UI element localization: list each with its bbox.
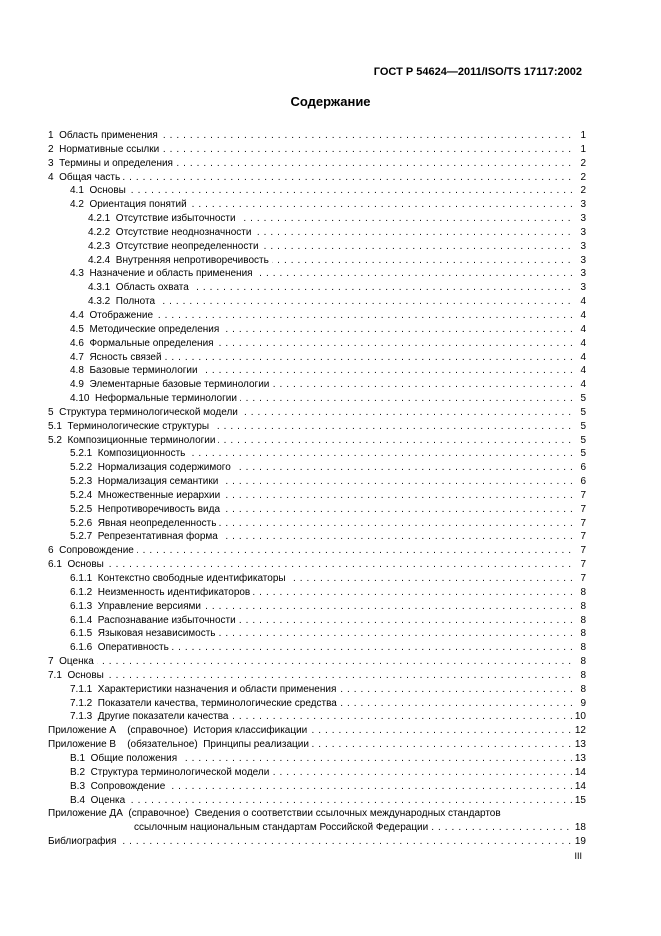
toc-entry-text <box>70 337 572 351</box>
toc-entry-page: 19 <box>574 836 586 848</box>
toc-entry-page: 6 <box>580 476 586 488</box>
toc-entry-text <box>70 683 572 697</box>
toc-entry-text <box>70 752 572 766</box>
toc-entry-page: 10 <box>574 711 586 723</box>
toc-entry-text <box>70 392 572 406</box>
toc-entry[interactable] <box>48 447 586 461</box>
toc-entry-label: 7.1 Основы <box>48 669 104 681</box>
toc-entry-page: 4 <box>580 379 586 391</box>
toc-entry[interactable] <box>48 461 586 475</box>
toc-entry[interactable] <box>48 641 586 655</box>
toc-entry-label: 6.1.4 Распознавание избыточности <box>70 614 236 626</box>
toc-entry-text <box>48 738 572 752</box>
toc-entry-page: 7 <box>580 573 586 584</box>
toc-entry-text <box>70 710 572 724</box>
toc-entry[interactable] <box>48 835 586 849</box>
toc-entry-text <box>70 780 572 794</box>
toc-entry[interactable] <box>48 364 586 378</box>
toc-entry-label: 3 Термины и определения <box>48 157 173 169</box>
toc-entry-label: 4.3.1 Область охвата <box>88 282 189 294</box>
table-of-contents <box>48 129 586 849</box>
toc-entry-label: 4.2.3 Отсутствие неопределенности <box>88 240 259 252</box>
toc-entry-page: 7 <box>580 517 586 529</box>
toc-entry-page: 7 <box>580 503 586 515</box>
toc-entry-label: В.4 Оценка <box>70 794 126 806</box>
toc-entry-page: 3 <box>580 282 586 294</box>
toc-entry[interactable] <box>48 309 586 323</box>
toc-entry[interactable] <box>48 378 586 392</box>
toc-entry-label: 5.2.5 Непротиворечивость вида <box>70 503 221 515</box>
toc-entry[interactable] <box>48 821 586 835</box>
toc-entry-page: 4 <box>580 337 586 349</box>
toc-entry-page: 18 <box>574 822 586 834</box>
toc-entry[interactable] <box>48 184 586 198</box>
toc-entry-text <box>48 835 572 849</box>
toc-entry-page: 15 <box>574 794 586 806</box>
toc-entry-label: 4.7 Ясность связей <box>70 351 162 363</box>
toc-entry-label: 4.10 Неформальные терминологии <box>70 393 237 405</box>
document-header: ГОСТ Р 54624—2011/ISO/TS 17117:2002 <box>373 66 582 78</box>
toc-entry-label: 2 Нормативные ссылки <box>48 143 160 155</box>
toc-entry[interactable] <box>48 752 586 766</box>
toc-entry-page: 4 <box>580 323 586 335</box>
toc-entry-label: 6.1.3 Управление версиями <box>70 600 201 612</box>
toc-entry-page: 8 <box>580 628 586 640</box>
toc-entry-label: 6.1.6 Оперативность <box>70 642 169 654</box>
toc-entry-page: 3 <box>580 254 586 266</box>
toc-entry-page: 7 <box>580 559 586 571</box>
toc-entry-text <box>70 461 572 475</box>
toc-entry-page: 7 <box>580 531 586 543</box>
toc-entry-label: ссылочным национальным стандартам Российской Федерации <box>134 822 429 834</box>
toc-entry-page: 8 <box>580 642 586 654</box>
toc-entry-text <box>48 655 572 669</box>
toc-entry-text <box>70 309 572 323</box>
toc-entry-label: 5.2.1 Композиционность <box>70 448 186 460</box>
toc-entry-page: 8 <box>580 586 586 598</box>
toc-entry-label: 5.2.3 Нормализация семантики <box>70 476 219 488</box>
toc-entry-label: 4.2.4 Внутренняя непротиворечивость <box>88 254 269 266</box>
toc-entry-label: 5.2.7 Репрезентативная форма <box>70 531 218 543</box>
toc-entry-page: 13 <box>574 752 586 764</box>
toc-entry[interactable] <box>48 337 586 351</box>
toc-entry-label: 5.2 Композиционные терминологии <box>48 434 216 446</box>
toc-entry-page: 4 <box>580 365 586 377</box>
toc-entry-label: 4.3.2 Полнота <box>88 296 156 308</box>
toc-entry-text <box>70 447 572 461</box>
toc-entry-page: 8 <box>580 656 586 668</box>
toc-entry-page: 8 <box>580 600 586 612</box>
toc-entry-text <box>70 766 572 780</box>
toc-entry[interactable] <box>48 129 586 143</box>
toc-entry-text <box>70 323 572 337</box>
toc-entry-label: 4.4 Отображение <box>70 309 154 321</box>
toc-entry-label: 7.1.3 Другие показатели качества <box>70 711 229 723</box>
page-title: Содержание <box>290 94 371 109</box>
toc-entry-text <box>70 572 572 586</box>
toc-entry[interactable] <box>48 544 586 558</box>
toc-entry-page: 12 <box>574 725 586 737</box>
toc-entry-label: 4.8 Базовые терминологии <box>70 365 198 377</box>
toc-entry-label: Приложение В (обязательное) Принципы реализации <box>48 739 309 751</box>
toc-entry[interactable] <box>48 780 586 794</box>
toc-entry-text <box>70 517 572 531</box>
toc-entry-label: 5.2.6 Явная неопределенность <box>70 517 217 529</box>
toc-entry-label: 4.6 Формальные определения <box>70 337 214 349</box>
toc-entry-text <box>70 794 572 808</box>
toc-entry-page: 1 <box>580 130 586 141</box>
toc-entry-text <box>70 627 572 641</box>
toc-entry[interactable] <box>48 254 586 268</box>
toc-entry-label: В.1 Общие положения <box>70 752 178 764</box>
toc-entry-text <box>88 240 572 254</box>
toc-entry-label: 4.2 Ориентация понятий <box>70 199 187 211</box>
toc-entry-text <box>70 475 572 489</box>
toc-entry[interactable] <box>48 434 586 448</box>
toc-entry-text <box>48 143 572 157</box>
toc-entry-page: 13 <box>574 739 586 751</box>
toc-entry-page: 3 <box>580 268 586 280</box>
toc-entry[interactable] <box>48 710 586 724</box>
toc-entry-label: 7.1.2 Показатели качества, терминологические средства <box>70 697 337 709</box>
toc-entry-text <box>70 489 572 503</box>
toc-entry[interactable] <box>48 600 586 614</box>
toc-entry[interactable] <box>48 475 586 489</box>
toc-entry[interactable] <box>48 807 586 821</box>
toc-entry-page: 2 <box>580 171 586 183</box>
toc-entry[interactable] <box>48 226 586 240</box>
toc-entry-text <box>48 544 572 558</box>
toc-entry-label: 6.1 Основы <box>48 559 104 571</box>
toc-entry-text <box>70 586 572 600</box>
page-number: III <box>574 851 582 861</box>
toc-entry-label: 5 Структура терминологической модели <box>48 406 238 418</box>
toc-entry-text <box>70 503 572 517</box>
toc-entry[interactable] <box>48 143 586 157</box>
toc-entry-page: 6 <box>580 462 586 474</box>
toc-entry-page: 2 <box>580 185 586 197</box>
toc-entry[interactable] <box>48 766 586 780</box>
toc-entry-page: 14 <box>574 780 586 792</box>
toc-entry-text <box>88 295 572 309</box>
toc-entry-text <box>70 198 572 212</box>
toc-entry-text <box>48 807 572 821</box>
toc-entry[interactable] <box>48 738 586 752</box>
toc-entry-text <box>48 558 572 572</box>
toc-entry[interactable] <box>48 697 586 711</box>
toc-entry-text <box>70 184 572 198</box>
toc-entry-label: 4.9 Элементарные базовые терминологии <box>70 379 270 391</box>
toc-entry-label: 7.1.1 Характеристики назначения и области применения <box>70 683 337 695</box>
toc-entry-page: 5 <box>580 434 586 446</box>
toc-entry[interactable] <box>48 489 586 503</box>
toc-entry[interactable] <box>48 558 586 572</box>
toc-entry[interactable] <box>48 794 586 808</box>
toc-entry-page: 3 <box>580 240 586 252</box>
toc-entry-label: 6.1.1 Контекстно свободные идентификаторы <box>70 573 286 584</box>
toc-entry-label: 4 Общая часть <box>48 171 121 183</box>
toc-entry-text <box>70 697 572 711</box>
toc-entry-label: 4.5 Методические определения <box>70 323 220 335</box>
toc-entry-text <box>134 821 572 835</box>
toc-entry-label: В.2 Структура терминологической модели <box>70 766 270 778</box>
toc-entry-label: 5.1 Терминологические структуры <box>48 420 210 432</box>
toc-entry[interactable] <box>48 281 586 295</box>
toc-entry[interactable] <box>48 572 586 586</box>
toc-entry[interactable] <box>48 157 586 171</box>
toc-entry-label: 4.2.2 Отсутствие неоднозначности <box>88 226 252 238</box>
toc-entry[interactable] <box>48 614 586 628</box>
toc-entry[interactable] <box>48 420 586 434</box>
toc-entry-text <box>70 641 572 655</box>
toc-entry-text <box>48 129 572 143</box>
toc-entry-page: 8 <box>580 614 586 626</box>
toc-entry-page: 3 <box>580 226 586 238</box>
toc-entry[interactable] <box>48 406 586 420</box>
toc-entry-text <box>88 212 572 226</box>
toc-entry-text <box>70 530 572 544</box>
toc-entry-page: 5 <box>580 393 586 405</box>
toc-entry[interactable] <box>48 240 586 254</box>
toc-entry-page: 4 <box>580 296 586 308</box>
toc-entry-label: 1 Область применения <box>48 130 158 141</box>
toc-entry-page: 1 <box>580 143 586 155</box>
toc-entry-page: 3 <box>580 213 586 225</box>
toc-entry-label: 4.1 Основы <box>70 185 126 197</box>
toc-entry-text <box>48 406 572 420</box>
toc-entry-label: Библиография <box>48 836 117 848</box>
toc-entry-text <box>70 267 572 281</box>
toc-entry[interactable] <box>48 295 586 309</box>
toc-entry[interactable] <box>48 503 586 517</box>
toc-entry[interactable] <box>48 586 586 600</box>
toc-entry[interactable] <box>48 683 586 697</box>
toc-entry-text <box>70 614 572 628</box>
toc-entry-text <box>48 724 572 738</box>
toc-entry-label: 4.3 Назначение и область применения <box>70 268 253 280</box>
toc-entry-text <box>88 226 572 240</box>
toc-entry-text <box>48 171 572 185</box>
toc-entry-text <box>70 351 572 365</box>
toc-entry[interactable] <box>48 212 586 226</box>
toc-entry-label: 7 Оценка <box>48 656 94 668</box>
toc-entry-page: 14 <box>574 766 586 778</box>
toc-entry-label: В.3 Сопровождение <box>70 780 166 792</box>
toc-entry[interactable] <box>48 655 586 669</box>
toc-entry-text <box>48 669 572 683</box>
toc-entry-page: 9 <box>580 697 586 709</box>
toc-entry-text <box>70 600 572 614</box>
toc-entry-page: 7 <box>580 545 586 557</box>
toc-entry[interactable] <box>48 351 586 365</box>
toc-entry-text <box>70 378 572 392</box>
toc-entry-page: 4 <box>580 351 586 363</box>
toc-entry-page: 7 <box>580 489 586 501</box>
toc-entry-text <box>88 254 572 268</box>
toc-entry-text <box>48 420 572 434</box>
toc-entry[interactable] <box>48 530 586 544</box>
toc-entry[interactable] <box>48 517 586 531</box>
toc-entry[interactable] <box>48 627 586 641</box>
toc-entry-page: 5 <box>580 448 586 460</box>
toc-entry-page: 4 <box>580 309 586 321</box>
toc-entry-label: Приложение ДА (справочное) Сведения о соответствии ссылочных международных стандартов <box>48 808 501 820</box>
toc-entry[interactable] <box>48 669 586 683</box>
toc-entry-text <box>88 281 572 295</box>
toc-entry-text <box>48 157 572 171</box>
toc-entry-label: 5.2.4 Множественные иерархии <box>70 489 221 501</box>
toc-entry-label: 6.1.5 Языковая независимость <box>70 628 216 640</box>
toc-entry-page: 2 <box>580 157 586 169</box>
toc-entry-label: 4.2.1 Отсутствие избыточности <box>88 213 236 225</box>
toc-entry-page: 5 <box>580 420 586 432</box>
toc-entry-text <box>70 364 572 378</box>
toc-entry[interactable] <box>48 323 586 337</box>
toc-entry[interactable] <box>48 392 586 406</box>
toc-entry-label: 6.1.2 Неизменность идентификаторов <box>70 586 251 598</box>
toc-entry-text <box>48 434 572 448</box>
toc-entry-label: 6 Сопровождение <box>48 545 134 557</box>
toc-entry-page: 3 <box>580 199 586 211</box>
toc-entry[interactable] <box>48 724 586 738</box>
toc-entry-page: 5 <box>580 406 586 418</box>
toc-entry[interactable] <box>48 267 586 281</box>
toc-entry-page: 8 <box>580 669 586 681</box>
toc-entry-label: 5.2.2 Нормализация содержимого <box>70 462 231 474</box>
toc-entry[interactable] <box>48 171 586 185</box>
toc-entry[interactable] <box>48 198 586 212</box>
toc-entry-page: 8 <box>580 683 586 695</box>
toc-entry-label: Приложение А (справочное) История классификации <box>48 725 308 737</box>
